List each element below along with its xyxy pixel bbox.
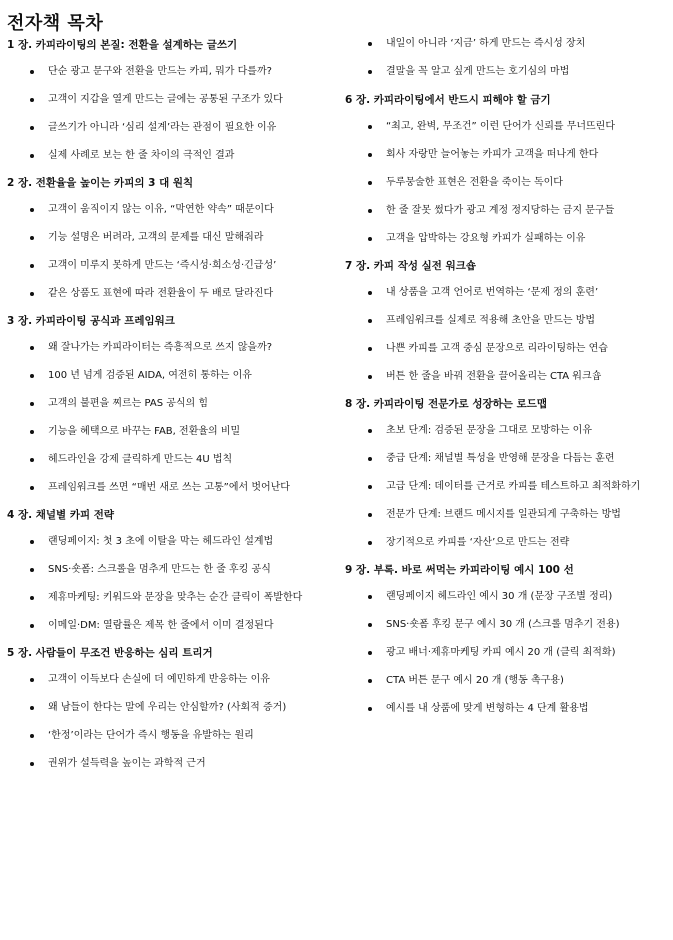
toc-item: 랜딩페이지 헤드라인 예시 30 개 (문장 구조별 정리) [345,589,667,605]
chapter-title: 7 장. 카피 작성 실전 워크숍 [345,260,477,272]
toc-column-right [345,36,667,729]
toc-item: 왜 잘나가는 카피라이터는 즉흥적으로 쓰지 않을까? [7,340,332,356]
toc-item: 한 줄 잘못 썼다가 광고 계정 정지당하는 금지 문구들 [345,203,667,219]
toc-item: 회사 자랑만 늘어놓는 카피가 고객을 떠나게 한다 [345,147,667,163]
toc-item: 장기적으로 카피를 ‘자산’으로 만드는 전략 [345,535,667,551]
toc-item: SNS·숏폼: 스크롤을 멈추게 만드는 한 줄 후킹 공식 [7,562,332,578]
chapter-item-list [345,119,667,247]
chapter-item-list [345,589,667,717]
toc-item: SNS·숏폼 후킹 문구 예시 30 개 (스크롤 멈추기 전용) [345,617,667,633]
toc-item: 두루뭉술한 표현은 전환을 죽이는 독이다 [345,175,667,191]
toc-item: 결말을 꼭 알고 싶게 만드는 호기심의 마법 [345,64,667,80]
toc-item: 기능 설명은 버려라, 고객의 문제를 대신 말해줘라 [7,230,332,246]
chapter-title: 1 장. 카피라이팅의 본질: 전환을 설계하는 글쓰기 [7,39,238,51]
toc-item: 글쓰기가 아니라 ‘심리 설계’라는 관점이 필요한 이유 [7,120,332,136]
chapter-title: 6 장. 카피라이팅에서 반드시 피해야 할 금기 [345,94,551,106]
chapter-item-list [7,202,332,302]
toc-item: 고객을 압박하는 강요형 카피가 실패하는 이유 [345,231,667,247]
toc-item: 기능을 혜택으로 바꾸는 FAB, 전환율의 비밀 [7,424,332,440]
toc-item: 제휴마케팅: 키워드와 문장을 맞추는 순간 클릭이 폭발한다 [7,590,332,606]
toc-item: 고객이 움직이지 않는 이유, “막연한 약속” 때문이다 [7,202,332,218]
chapter-title: 2 장. 전환율을 높이는 카피의 3 대 원칙 [7,177,194,189]
chapter-item-list [345,36,667,80]
toc-item: 내 상품을 고객 언어로 번역하는 ‘문제 정의 훈련’ [345,285,667,301]
chapter-item-list [345,285,667,385]
toc-item: 같은 상품도 표현에 따라 전환율이 두 배로 달라진다 [7,286,332,302]
toc-item: 중급 단계: 채널별 특성을 반영해 문장을 다듬는 훈련 [345,451,667,467]
chapter-title: 3 장. 카피라이팅 공식과 프레임워크 [7,315,175,327]
chapter-title: 4 장. 채널별 카피 전략 [7,509,115,521]
toc-item: 버튼 한 줄을 바꿔 전환을 끌어올리는 CTA 워크숍 [345,369,667,385]
chapter-item-list [345,423,667,551]
toc-item: 고객이 이득보다 손실에 더 예민하게 반응하는 이유 [7,672,332,688]
toc-item: “최고, 완벽, 무조건” 이런 단어가 신뢰를 무너뜨린다 [345,119,667,135]
toc-item: 프레임워크를 실제로 적용해 초안을 만드는 방법 [345,313,667,329]
toc-item: 고객이 지갑을 열게 만드는 글에는 공통된 구조가 있다 [7,92,332,108]
toc-item: CTA 버튼 문구 예시 20 개 (행동 촉구용) [345,673,667,689]
chapter-item-list [7,340,332,496]
toc-item: 헤드라인을 강제 클릭하게 만드는 4U 법칙 [7,452,332,468]
toc-item: 고객의 불편을 찌르는 PAS 공식의 힘 [7,396,332,412]
toc-item: 실제 사례로 보는 한 줄 차이의 극적인 결과 [7,148,332,164]
toc-item: 내일이 아니라 ‘지금’ 하게 만드는 즉시성 장치 [345,36,667,52]
toc-item: 예시를 내 상품에 맞게 변형하는 4 단계 활용법 [345,701,667,717]
document-title: 전자책 목차 [7,13,104,34]
toc-item: 권위가 설득력을 높이는 과학적 근거 [7,756,332,772]
toc-item: 고급 단계: 데이터를 근거로 카피를 테스트하고 최적화하기 [345,479,667,495]
chapter-item-list [7,672,332,772]
toc-column-left [7,38,332,784]
chapter-title: 5 장. 사람들이 무조건 반응하는 심리 트리거 [7,647,213,659]
toc-item: 단순 광고 문구와 전환을 만드는 카피, 뭐가 다를까? [7,64,332,80]
toc-item: 광고 배너·제휴마케팅 카피 예시 20 개 (클릭 최적화) [345,645,667,661]
toc-item: 초보 단계: 검증된 문장을 그대로 모방하는 이유 [345,423,667,439]
toc-item: 고객이 미루지 못하게 만드는 ‘즉시성·희소성·긴급성’ [7,258,332,274]
chapter-item-list [7,64,332,164]
toc-item: 프레임워크를 쓰면 “매번 새로 쓰는 고통”에서 벗어난다 [7,480,332,496]
toc-item: 나쁜 카피를 고객 중심 문장으로 리라이팅하는 연습 [345,341,667,357]
toc-item: 이메일·DM: 열람률은 제목 한 줄에서 이미 결정된다 [7,618,332,634]
toc-item: ‘한정’이라는 단어가 즉시 행동을 유발하는 원리 [7,728,332,744]
toc-item: 랜딩페이지: 첫 3 초에 이탈을 막는 헤드라인 설계법 [7,534,332,550]
toc-item: 전문가 단계: 브랜드 메시지를 일관되게 구축하는 방법 [345,507,667,523]
toc-item: 왜 남들이 한다는 말에 우리는 안심할까? (사회적 증거) [7,700,332,716]
chapter-title: 8 장. 카피라이팅 전문가로 성장하는 로드맵 [345,398,548,410]
toc-item: 100 년 넘게 검증된 AIDA, 여전히 통하는 이유 [7,368,332,384]
chapter-title: 9 장. 부록. 바로 써먹는 카피라이팅 예시 100 선 [345,564,574,576]
chapter-item-list [7,534,332,634]
